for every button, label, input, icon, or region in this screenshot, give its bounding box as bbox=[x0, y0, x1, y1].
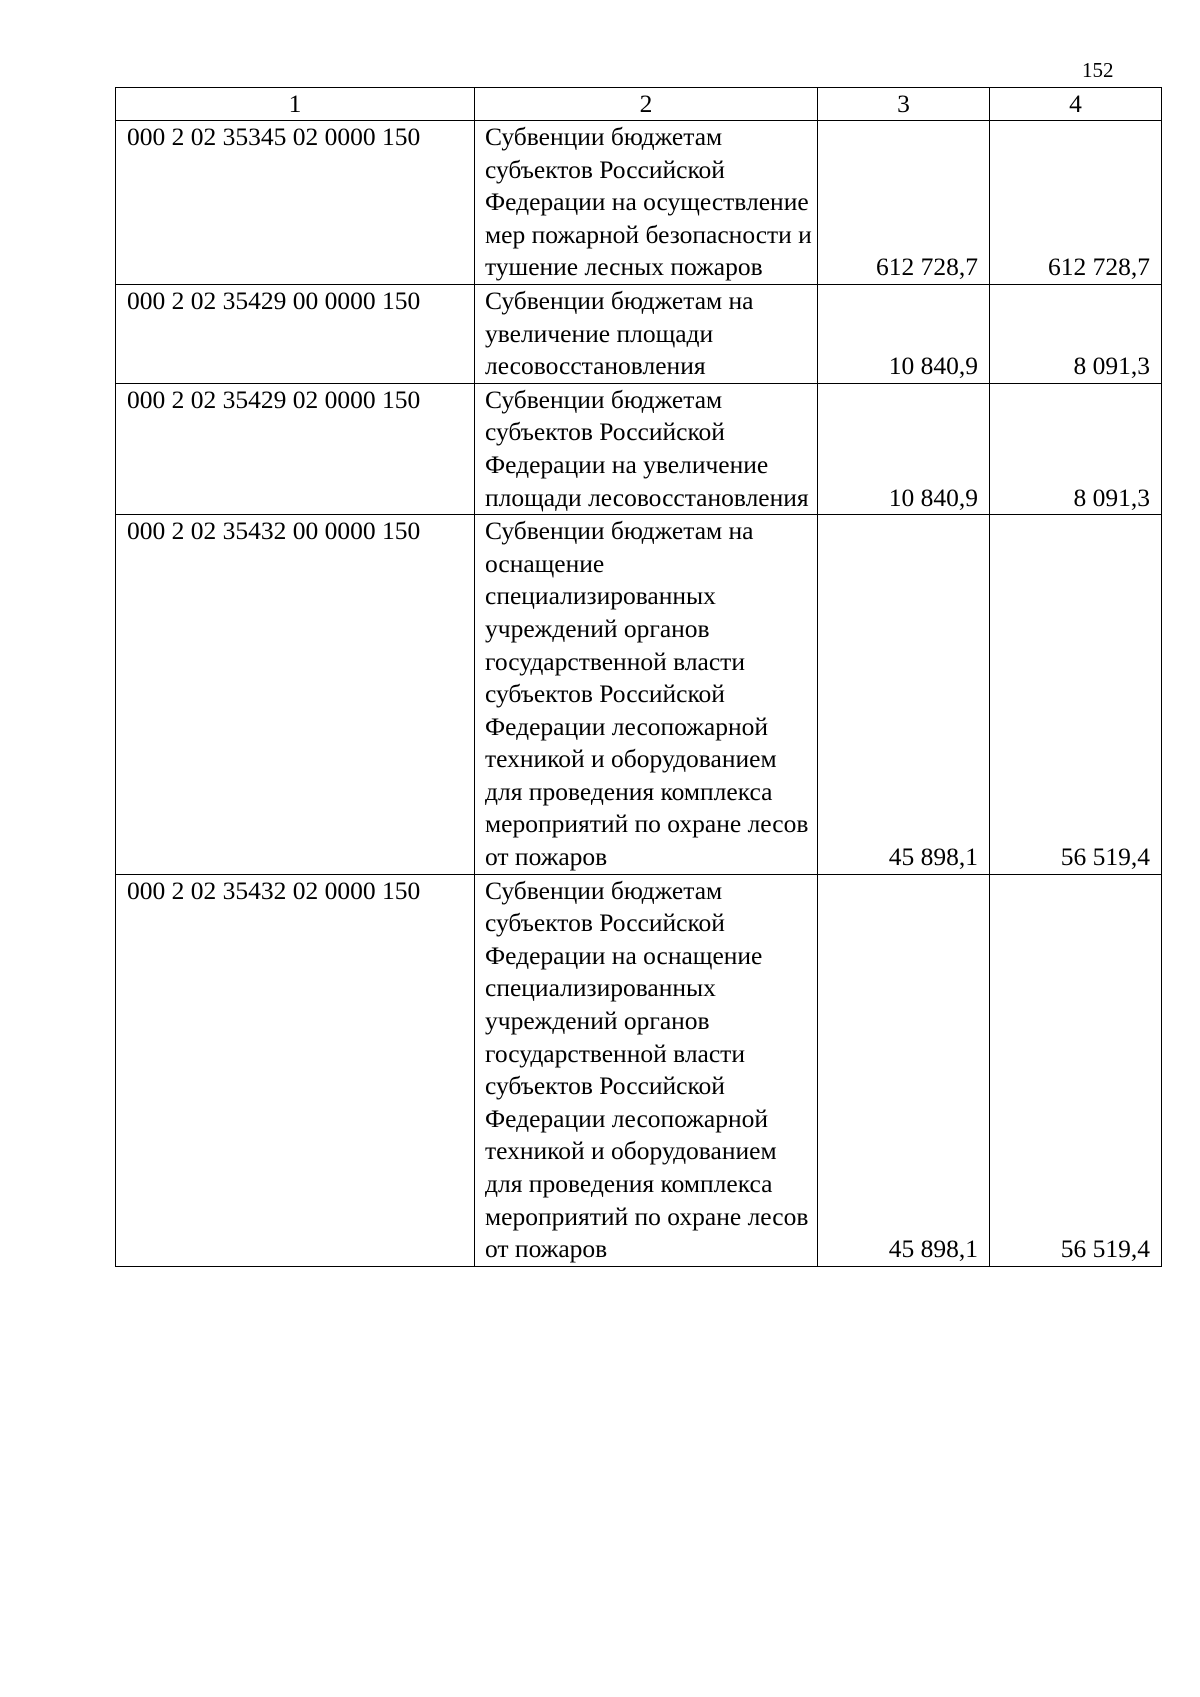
description-cell: Субвенции бюджетам субъектов Российской Федерации на осуществление мер пожарной безопасности и тушение лесных пожаров bbox=[475, 121, 818, 285]
value-col4-cell: 8 091,3 bbox=[990, 383, 1162, 514]
budget-code-cell: 000 2 02 35429 00 0000 150 bbox=[116, 284, 475, 383]
description-cell: Субвенции бюджетам на увеличение площади лесовосстановления bbox=[475, 284, 818, 383]
page-number: 152 bbox=[1082, 58, 1114, 82]
table-row bbox=[116, 515, 1162, 875]
table-row bbox=[116, 383, 1162, 514]
value-col4-cell: 612 728,7 bbox=[990, 121, 1162, 285]
table-row bbox=[116, 284, 1162, 383]
description-cell: Субвенции бюджетам субъектов Российской Федерации на оснащение специализированных учреждений органов государственной власти субъектов Российской Федерации лесопожарной техникой и оборудованием для проведения комплекса мероприятий по охране лесов от пожаров bbox=[475, 874, 818, 1266]
table-row bbox=[116, 874, 1162, 1266]
table-header-row bbox=[116, 88, 1162, 121]
table-row bbox=[116, 121, 1162, 285]
budget-table bbox=[115, 87, 1162, 1267]
header-cell-4: 4 bbox=[990, 88, 1162, 121]
budget-code-cell: 000 2 02 35429 02 0000 150 bbox=[116, 383, 475, 514]
budget-code-cell: 000 2 02 35345 02 0000 150 bbox=[116, 121, 475, 285]
description-cell: Субвенции бюджетам на оснащение специализированных учреждений органов государственной власти субъектов Российской Федерации лесопожарной техникой и оборудованием для проведения комплекса мероприятий по охране лесов от пожаров bbox=[475, 515, 818, 875]
value-col3-cell: 45 898,1 bbox=[818, 515, 990, 875]
description-cell: Субвенции бюджетам субъектов Российской Федерации на увеличение площади лесовосстановления bbox=[475, 383, 818, 514]
budget-code-cell: 000 2 02 35432 00 0000 150 bbox=[116, 515, 475, 875]
value-col4-cell: 56 519,4 bbox=[990, 874, 1162, 1266]
header-cell-2: 2 bbox=[475, 88, 818, 121]
value-col4-cell: 8 091,3 bbox=[990, 284, 1162, 383]
header-cell-3: 3 bbox=[818, 88, 990, 121]
value-col3-cell: 10 840,9 bbox=[818, 284, 990, 383]
budget-code-cell: 000 2 02 35432 02 0000 150 bbox=[116, 874, 475, 1266]
value-col3-cell: 45 898,1 bbox=[818, 874, 990, 1266]
header-cell-1: 1 bbox=[116, 88, 475, 121]
value-col3-cell: 612 728,7 bbox=[818, 121, 990, 285]
value-col4-cell: 56 519,4 bbox=[990, 515, 1162, 875]
value-col3-cell: 10 840,9 bbox=[818, 383, 990, 514]
